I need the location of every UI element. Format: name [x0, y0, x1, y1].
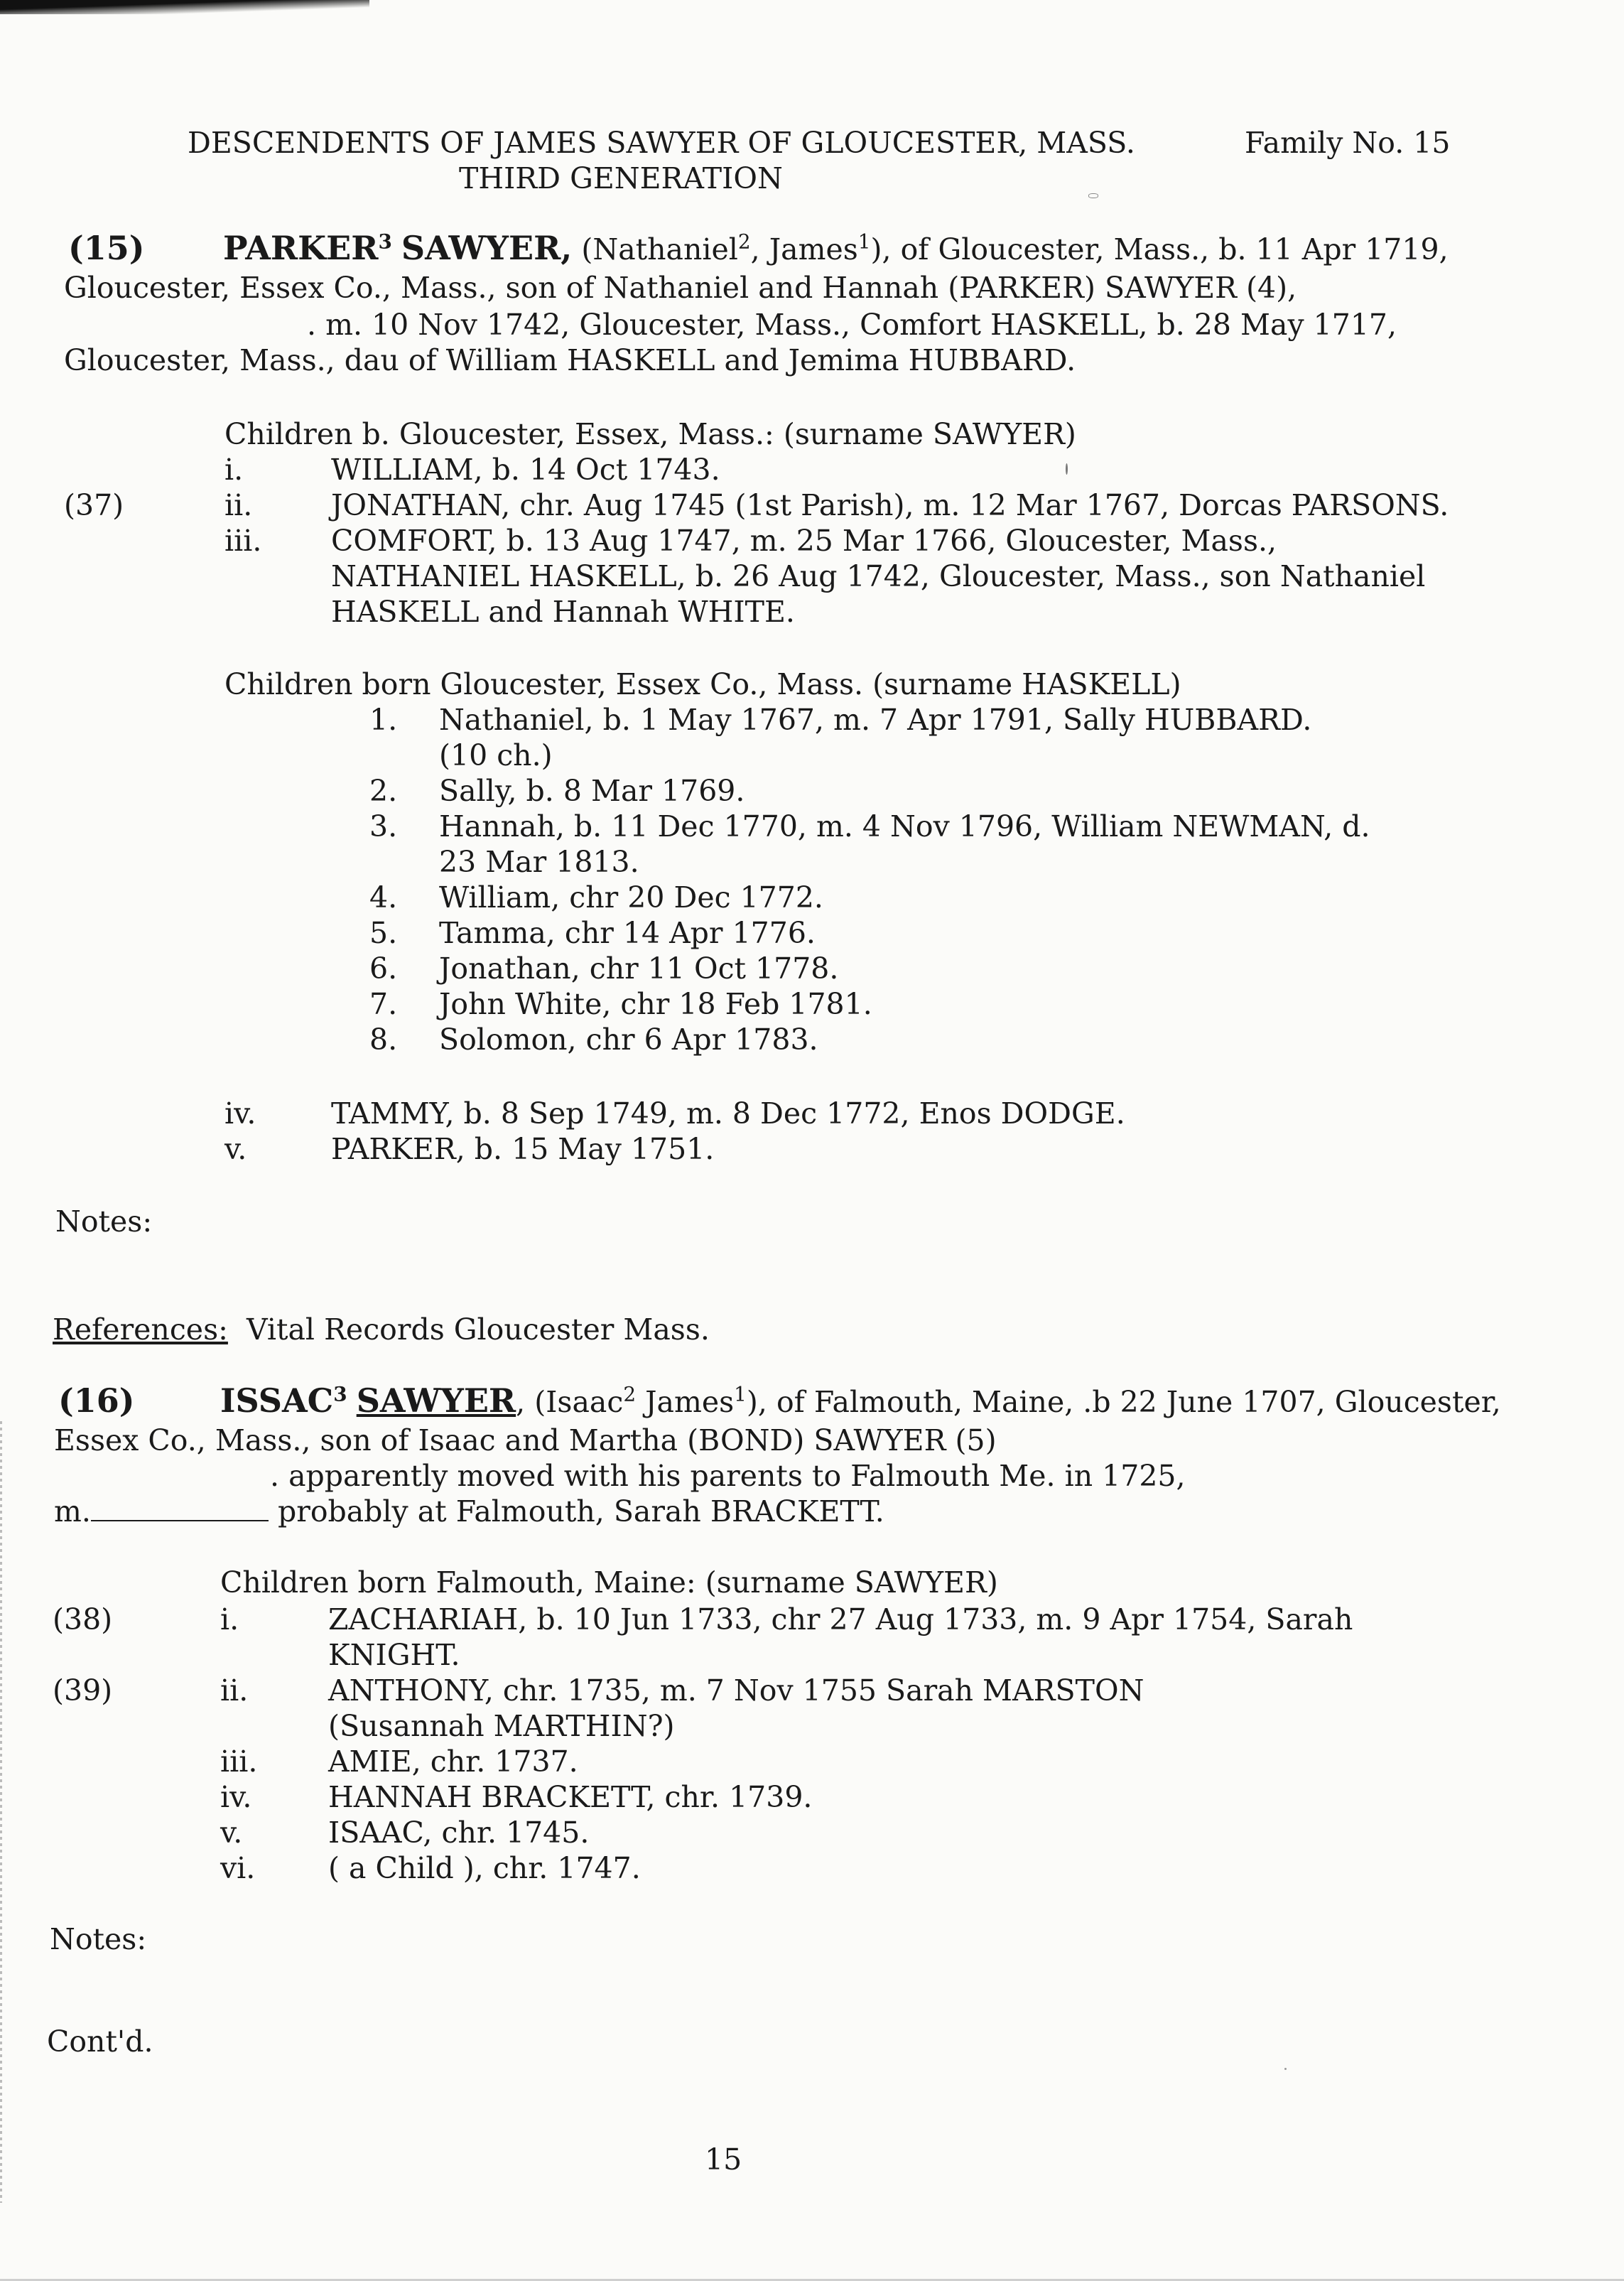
- child-entry: HASKELL and Hannah WHITE.: [331, 595, 795, 629]
- marriage-line: m. probably at Falmouth, Sarah BRACKETT.: [54, 1494, 884, 1528]
- child-numeral: i.: [224, 453, 244, 487]
- notes-label: Notes:: [55, 1204, 153, 1239]
- entry-heading: ISSAC$^3$ SAWYER, (Isaac$^2$ James$^1$), of Falmouth, Maine, .b 22 June 1707, Gloucester,: [220, 1381, 1501, 1420]
- child-numeral: iv.: [224, 1096, 256, 1131]
- continued-label: Cont'd.: [47, 2024, 153, 2059]
- child-entry: ( a Child ), chr. 1747.: [328, 1851, 641, 1885]
- child-entry: TAMMY, b. 8 Sep 1749, m. 8 Dec 1772, Enos DODGE.: [331, 1096, 1125, 1131]
- lineage: (Isaac$^2$ James$^1$), of Falmouth, Maine, .b 22 June 1707, Gloucester,: [534, 1382, 1501, 1419]
- child-ref: (37): [64, 488, 124, 522]
- child-numeral: ii.: [220, 1673, 249, 1708]
- child-numeral: iv.: [220, 1780, 252, 1814]
- child-entry: WILLIAM, b. 14 Oct 1743.: [331, 453, 720, 487]
- child-numeral: v.: [224, 1132, 247, 1166]
- child-entry: PARKER, b. 15 May 1751.: [331, 1132, 715, 1166]
- scan-speck: [1284, 2068, 1287, 2070]
- child-numeral: i.: [220, 1602, 239, 1636]
- person-surname: SAWYER,: [401, 229, 573, 267]
- haskell-child-entry: Solomon, chr 6 Apr 1783.: [439, 1023, 818, 1057]
- haskell-children-heading: Children born Gloucester, Essex Co., Mass. (surname HASKELL): [224, 667, 1181, 701]
- haskell-child-entry: Tamma, chr 14 Apr 1776.: [439, 916, 816, 950]
- haskell-child-entry: Nathaniel, b. 1 May 1767, m. 7 Apr 1791, Sally HUBBARD.: [439, 703, 1312, 737]
- haskell-child-entry: John White, chr 18 Feb 1781.: [439, 987, 872, 1021]
- child-numeral: iii.: [224, 524, 262, 558]
- references-label: References:: [53, 1312, 228, 1347]
- entry-line: Gloucester, Mass., dau of William HASKELL and Jemima HUBBARD.: [64, 343, 1076, 377]
- haskell-child-entry: 23 Mar 1813.: [439, 845, 639, 879]
- family-number: Family No. 15: [1245, 126, 1451, 160]
- child-entry: COMFORT, b. 13 Aug 1747, m. 25 Mar 1766, Gloucester, Mass.,: [331, 524, 1277, 558]
- page-number: 15: [705, 2142, 742, 2177]
- person-name: PARKER: [223, 229, 379, 267]
- children-heading: Children b. Gloucester, Essex, Mass.: (surname SAWYER): [224, 417, 1076, 451]
- haskell-child-numeral: 4.: [369, 880, 398, 915]
- entry-line: . apparently moved with his parents to Falmouth Me. in 1725,: [270, 1459, 1186, 1493]
- haskell-child-entry: William, chr 20 Dec 1772.: [439, 880, 823, 915]
- child-entry: ZACHARIAH, b. 10 Jun 1733, chr 27 Aug 1733, m. 9 Apr 1754, Sarah: [328, 1602, 1353, 1636]
- document-title: DESCENDENTS OF JAMES SAWYER OF GLOUCESTER, MASS.: [188, 126, 1135, 160]
- child-numeral: iii.: [220, 1745, 258, 1779]
- haskell-child-entry: Jonathan, chr 11 Oct 1778.: [439, 951, 839, 986]
- generation-marker: 3: [378, 230, 392, 254]
- scan-mark: [1088, 193, 1098, 198]
- haskell-child-entry: Sally, b. 8 Mar 1769.: [439, 774, 745, 808]
- person-surname: SAWYER: [356, 1381, 516, 1420]
- person-name: ISSAC: [220, 1381, 334, 1420]
- haskell-child-entry: (10 ch.): [439, 738, 553, 772]
- child-entry: JONATHAN, chr. Aug 1745 (1st Parish), m. 12 Mar 1767, Dorcas PARSONS.: [331, 488, 1449, 522]
- entry-number: (16): [58, 1381, 135, 1420]
- notes-label: Notes:: [50, 1922, 147, 1956]
- children-heading: Children born Falmouth, Maine: (surname SAWYER): [220, 1565, 998, 1600]
- child-numeral: vi.: [220, 1851, 256, 1885]
- references-text: Vital Records Gloucester Mass.: [247, 1312, 710, 1347]
- scan-mark: [1066, 463, 1068, 475]
- haskell-child-entry: Hannah, b. 11 Dec 1770, m. 4 Nov 1796, William NEWMAN, d.: [439, 809, 1370, 843]
- entry-line: . m. 10 Nov 1742, Gloucester, Mass., Comfort HASKELL, b. 28 May 1717,: [307, 308, 1397, 342]
- lineage: (Nathaniel$^2$, James$^1$), of Gloucester, Mass., b. 11 Apr 1719,: [581, 230, 1449, 266]
- child-entry: (Susannah MARTHIN?): [328, 1709, 675, 1743]
- haskell-child-numeral: 5.: [369, 916, 398, 950]
- references-row: [53, 1312, 710, 1347]
- generation-marker: 3: [333, 1382, 347, 1406]
- blank-date-line: [91, 1499, 269, 1521]
- haskell-child-numeral: 8.: [369, 1023, 398, 1057]
- haskell-child-numeral: 1.: [369, 703, 398, 737]
- child-entry: AMIE, chr. 1737.: [328, 1745, 578, 1779]
- child-ref: (38): [53, 1602, 113, 1636]
- entry-number: (15): [68, 229, 145, 267]
- entry-line: Essex Co., Mass., son of Isaac and Martha (BOND) SAWYER (5): [54, 1423, 997, 1457]
- child-entry: ANTHONY, chr. 1735, m. 7 Nov 1755 Sarah MARSTON: [328, 1673, 1144, 1708]
- child-entry: HANNAH BRACKETT, chr. 1739.: [328, 1780, 813, 1814]
- haskell-child-numeral: 6.: [369, 951, 398, 986]
- child-numeral: ii.: [224, 488, 253, 522]
- scan-edge-top: [0, 0, 369, 14]
- haskell-child-numeral: 7.: [369, 987, 398, 1021]
- entry-line: Gloucester, Essex Co., Mass., son of Nathaniel and Hannah (PARKER) SAWYER (4),: [64, 271, 1297, 305]
- child-entry: NATHANIEL HASKELL, b. 26 Aug 1742, Gloucester, Mass., son Nathaniel: [331, 559, 1426, 593]
- child-entry: KNIGHT.: [328, 1638, 460, 1672]
- entry-heading: [223, 230, 1449, 267]
- child-ref: (39): [53, 1673, 113, 1708]
- generation-subtitle: THIRD GENERATION: [459, 161, 783, 195]
- haskell-child-numeral: 3.: [369, 809, 398, 843]
- child-numeral: v.: [220, 1816, 243, 1850]
- haskell-child-numeral: 2.: [369, 774, 398, 808]
- child-entry: ISAAC, chr. 1745.: [328, 1816, 590, 1850]
- scan-edge-left: [0, 1421, 2, 2203]
